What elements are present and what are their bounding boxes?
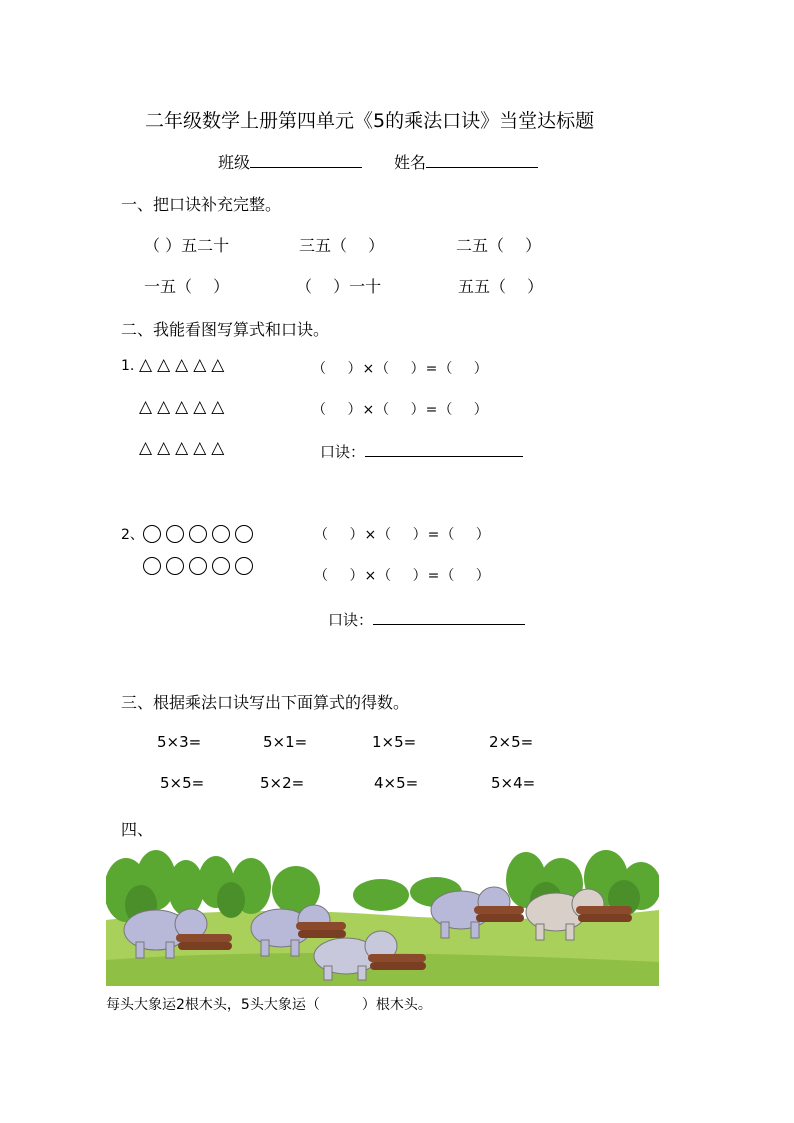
s3-expr-6[interactable]: 5×2= bbox=[260, 774, 305, 792]
s1-item-5[interactable]: （ ）一十 bbox=[296, 277, 382, 296]
q2-koujue-label: 口诀： bbox=[328, 611, 374, 629]
circle-icon bbox=[189, 557, 207, 575]
class-blank[interactable] bbox=[250, 151, 362, 168]
circle-icon bbox=[189, 525, 207, 543]
q2-label: 2、 bbox=[121, 527, 144, 543]
s1-item-4[interactable]: 一五（ ） bbox=[144, 277, 230, 296]
page-title: 二年级数学上册第四单元《5的乘法口诀》当堂达标题 bbox=[145, 110, 595, 132]
circle-icon bbox=[212, 525, 230, 543]
circle-icon bbox=[212, 557, 230, 575]
q2-formula-2[interactable]: （ ）×（ ）=（ ） bbox=[314, 568, 491, 584]
s3-expr-8[interactable]: 5×4= bbox=[491, 774, 536, 792]
name-field bbox=[394, 150, 538, 173]
q2-koujue-blank[interactable] bbox=[373, 608, 525, 625]
circle-icon bbox=[166, 557, 184, 575]
s1-item-1[interactable]: （ ）五二十 bbox=[144, 236, 230, 255]
elephants-illustration bbox=[106, 850, 659, 986]
s3-expr-2[interactable]: 5×1= bbox=[263, 733, 308, 751]
s1-item-2[interactable]: 三五（ ） bbox=[299, 236, 385, 255]
circle-icon bbox=[235, 557, 253, 575]
s3-expr-7[interactable]: 4×5= bbox=[374, 774, 419, 792]
section4-question[interactable]: 每头大象运2根木头，5头大象运（ ）根木头。 bbox=[106, 997, 432, 1013]
s3-expr-5[interactable]: 5×5= bbox=[160, 774, 205, 792]
q1-formula-2[interactable]: （ ）×（ ）=（ ） bbox=[312, 402, 489, 418]
section2-heading: 二、我能看图写算式和口诀。 bbox=[121, 320, 330, 339]
triangle-row-2: △△△△△ bbox=[139, 397, 230, 417]
circle-icon bbox=[235, 525, 253, 543]
q2-koujue bbox=[328, 608, 525, 630]
name-label: 姓名 bbox=[394, 153, 427, 172]
class-field bbox=[218, 150, 362, 173]
circle-row-1 bbox=[143, 523, 258, 543]
name-blank[interactable] bbox=[426, 151, 538, 168]
circle-row-2 bbox=[143, 555, 258, 575]
q1-label: 1. bbox=[121, 358, 135, 374]
section3-heading: 三、根据乘法口诀写出下面算式的得数。 bbox=[121, 693, 410, 712]
circle-icon bbox=[143, 525, 161, 543]
triangle-row-1: △△△△△ bbox=[139, 355, 230, 375]
q1-formula-1[interactable]: （ ）×（ ）=（ ） bbox=[312, 361, 489, 377]
section4-heading: 四、 bbox=[121, 820, 154, 839]
circle-icon bbox=[166, 525, 184, 543]
s3-expr-3[interactable]: 1×5= bbox=[372, 733, 417, 751]
q2-formula-1[interactable]: （ ）×（ ）=（ ） bbox=[314, 527, 491, 543]
triangle-row-3: △△△△△ bbox=[139, 438, 230, 458]
q1-koujue bbox=[320, 440, 523, 462]
s1-item-6[interactable]: 五五（ ） bbox=[458, 277, 544, 296]
s3-expr-1[interactable]: 5×3= bbox=[157, 733, 202, 751]
q1-koujue-blank[interactable] bbox=[365, 440, 523, 457]
s3-expr-4[interactable]: 2×5= bbox=[489, 733, 534, 751]
section1-heading: 一、把口诀补充完整。 bbox=[121, 195, 282, 214]
s1-item-3[interactable]: 二五（ ） bbox=[456, 236, 542, 255]
circle-icon bbox=[143, 557, 161, 575]
q1-koujue-label: 口诀： bbox=[320, 443, 366, 461]
class-label: 班级 bbox=[218, 153, 251, 172]
